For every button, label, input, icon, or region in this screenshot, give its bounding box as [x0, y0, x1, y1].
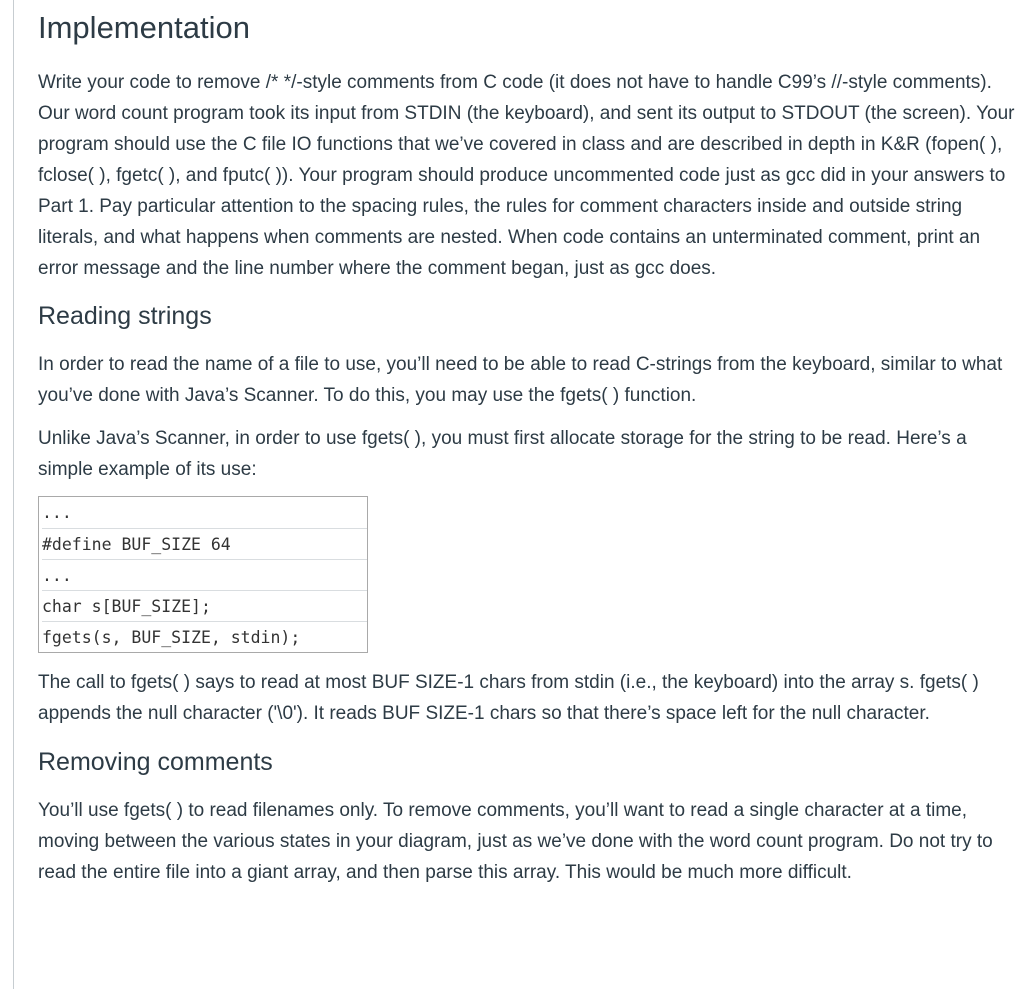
- reading-strings-paragraph-1: In order to read the name of a file to use, you’ll need to be able to read C-strings from the keyboard, similar to what you’ve done with Java’s Scanner. To do this, you may use the fgets( ) function.: [38, 354, 1003, 406]
- left-border-rule: [13, 0, 14, 989]
- reading-strings-paragraph-2: Unlike Java’s Scanner, in order to use fgets( ), you must first allocate storage for the string to be read. Here’s a simple example of its use:: [38, 428, 967, 480]
- removing-comments-paragraph: You’ll use fgets( ) to read filenames only. To remove comments, you’ll want to read a single character at a time, moving between the various states in your diagram, just as we’ve done with the word count program. Do not try to read the entire file into a giant array, and then parse this array. This would be much more difficult.: [38, 800, 993, 883]
- reading-strings-heading: Reading strings: [38, 302, 212, 330]
- code-line: ...: [42, 559, 367, 590]
- implementation-paragraph: Write your code to remove /* */-style comments from C code (it does not have to handle C99’s //-style comments). Our word count program took its input from STDIN (the keyboard), and sent its output to STDOUT (the screen). Your program should use the C file IO functions that we’ve covered in class and are described in depth in K&R (fopen( ), fclose( ), fgetc( ), and fputc( )). Your program should produce uncommented code just as gcc did in your answers to Part 1. Pay particular attention to the spacing rules, the rules for comment characters inside and outside string literals, and what happens when comments are nested. When code contains an unterminated comment, print an error message and the line number where the comment began, just as gcc does.: [38, 72, 1015, 279]
- code-line: #define BUF_SIZE 64: [42, 528, 367, 559]
- code-line: fgets(s, BUF_SIZE, stdin);: [42, 621, 367, 652]
- fgets-explanation-paragraph: The call to fgets( ) says to read at most BUF SIZE-1 chars from stdin (i.e., the keyboard) into the array s. fgets( ) appends the null character ('\0'). It reads BUF SIZE-1 chars so that there’s space left for the null character.: [38, 672, 979, 724]
- code-line: ...: [42, 503, 72, 522]
- assignment-content: [38, 0, 1020, 888]
- code-line: char s[BUF_SIZE];: [42, 590, 367, 621]
- page-title: Implementation: [38, 10, 250, 45]
- code-example-block: [38, 496, 368, 653]
- removing-comments-heading: Removing comments: [38, 748, 273, 776]
